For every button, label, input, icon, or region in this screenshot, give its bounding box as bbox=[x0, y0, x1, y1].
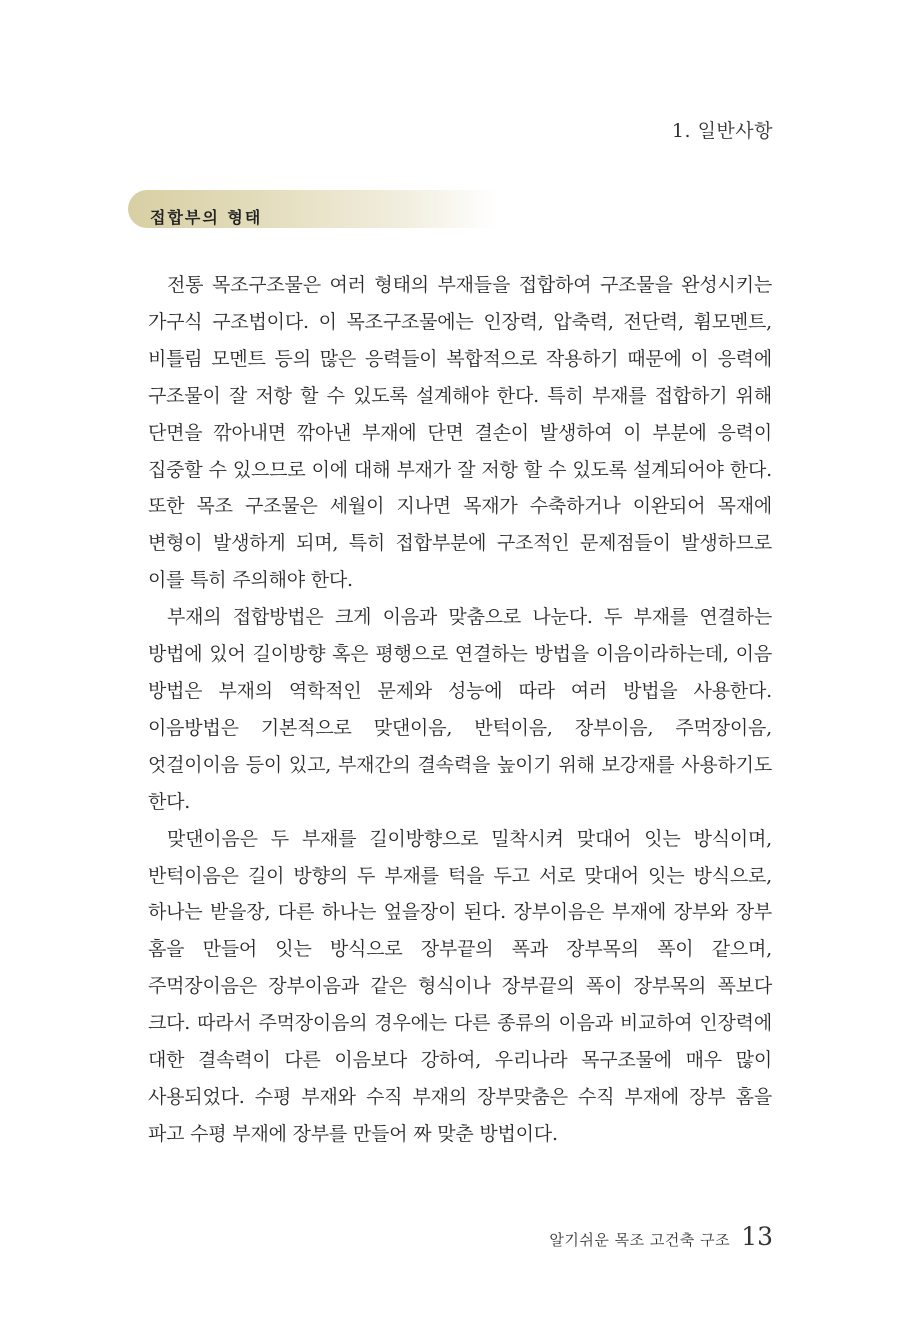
paragraph-3: 맞댄이음은 두 부재를 길이방향으로 밀착시켜 맞대어 잇는 방식이며, 반턱이음은 길이 방향의 두 부재를 턱을 두고 서로 맞대어 잇는 방식으로, 하나는 받을장, 다른 하나는 엎을장이 된다. 장부이음은 부재에 장부와 장부 홈을 만들어 잇는 방식으로 장부끝의 폭과 장부목의 폭이 같으며, 주먹장이음은 장부이음과 같은 형식이나 장부끝의 폭이 장부목의 폭보다 크다. 따라서 주먹장이음의 경우에는 다른 종류의 이음과 비교하여 인장력에 대한 결속력이 다른 이음보다 강하여, 우리나라 목구조물에 매우 많이 사용되었다. 수평 부재와 수직 부재의 장부맞춤은 수직 부재에 장부 홈을 파고 수평 부재에 장부를 만들어 짜 맞춘 방법이다. bbox=[148, 827, 772, 1145]
page-footer bbox=[549, 1222, 773, 1251]
footer-book-title: 알기쉬운 목조 고건축 구조 bbox=[549, 1231, 731, 1249]
paragraph-2: 부재의 접합방법은 크게 이음과 맞춤으로 나눈다. 두 부재를 연결하는 방법에 있어 길이방향 혹은 평행으로 연결하는 방법을 이음이라하는데, 이음 방법은 부재의 역학적인 문제와 성능에 따라 여러 방법을 사용한다. 이음방법은 기본적으로 맞댄이음, 반턱이음, 장부이음, 주먹장이음, 엇걸이이음 등이 있고, 부재간의 결속력을 높이기 위해 보강재를 사용하기도 한다. bbox=[148, 606, 772, 813]
page-number: 13 bbox=[741, 1222, 773, 1251]
body-text bbox=[148, 267, 772, 1153]
paragraph-1: 전통 목조구조물은 여러 형태의 부재들을 접합하여 구조물을 완성시키는 가구식 구조법이다. 이 목조구조물에는 인장력, 압축력, 전단력, 휨모멘트, 비틀림 모멘트 등의 많은 응력들이 복합적으로 작용하기 때문에 이 응력에 구조물이 잘 저항 할 수 있도록 설계해야 한다. 특히 부재를 접합하기 위해 단면을 깎아내면 깎아낸 부재에 단면 결손이 발생하여 이 부분에 응력이 집중할 수 있으므로 이에 대해 부재가 잘 저항 할 수 있도록 설계되어야 한다. 또한 목조 구조물은 세월이 지나면 목재가 수축하거나 이완되어 목재에 변형이 발생하게 되며, 특히 접합부분에 구조적인 문제점들이 발생하므로 이를 특히 주의해야 한다. bbox=[148, 274, 772, 592]
running-header: 1. 일반사항 bbox=[671, 120, 773, 142]
section-heading: 접합부의 형태 bbox=[150, 208, 263, 227]
section-heading-band bbox=[128, 190, 498, 228]
